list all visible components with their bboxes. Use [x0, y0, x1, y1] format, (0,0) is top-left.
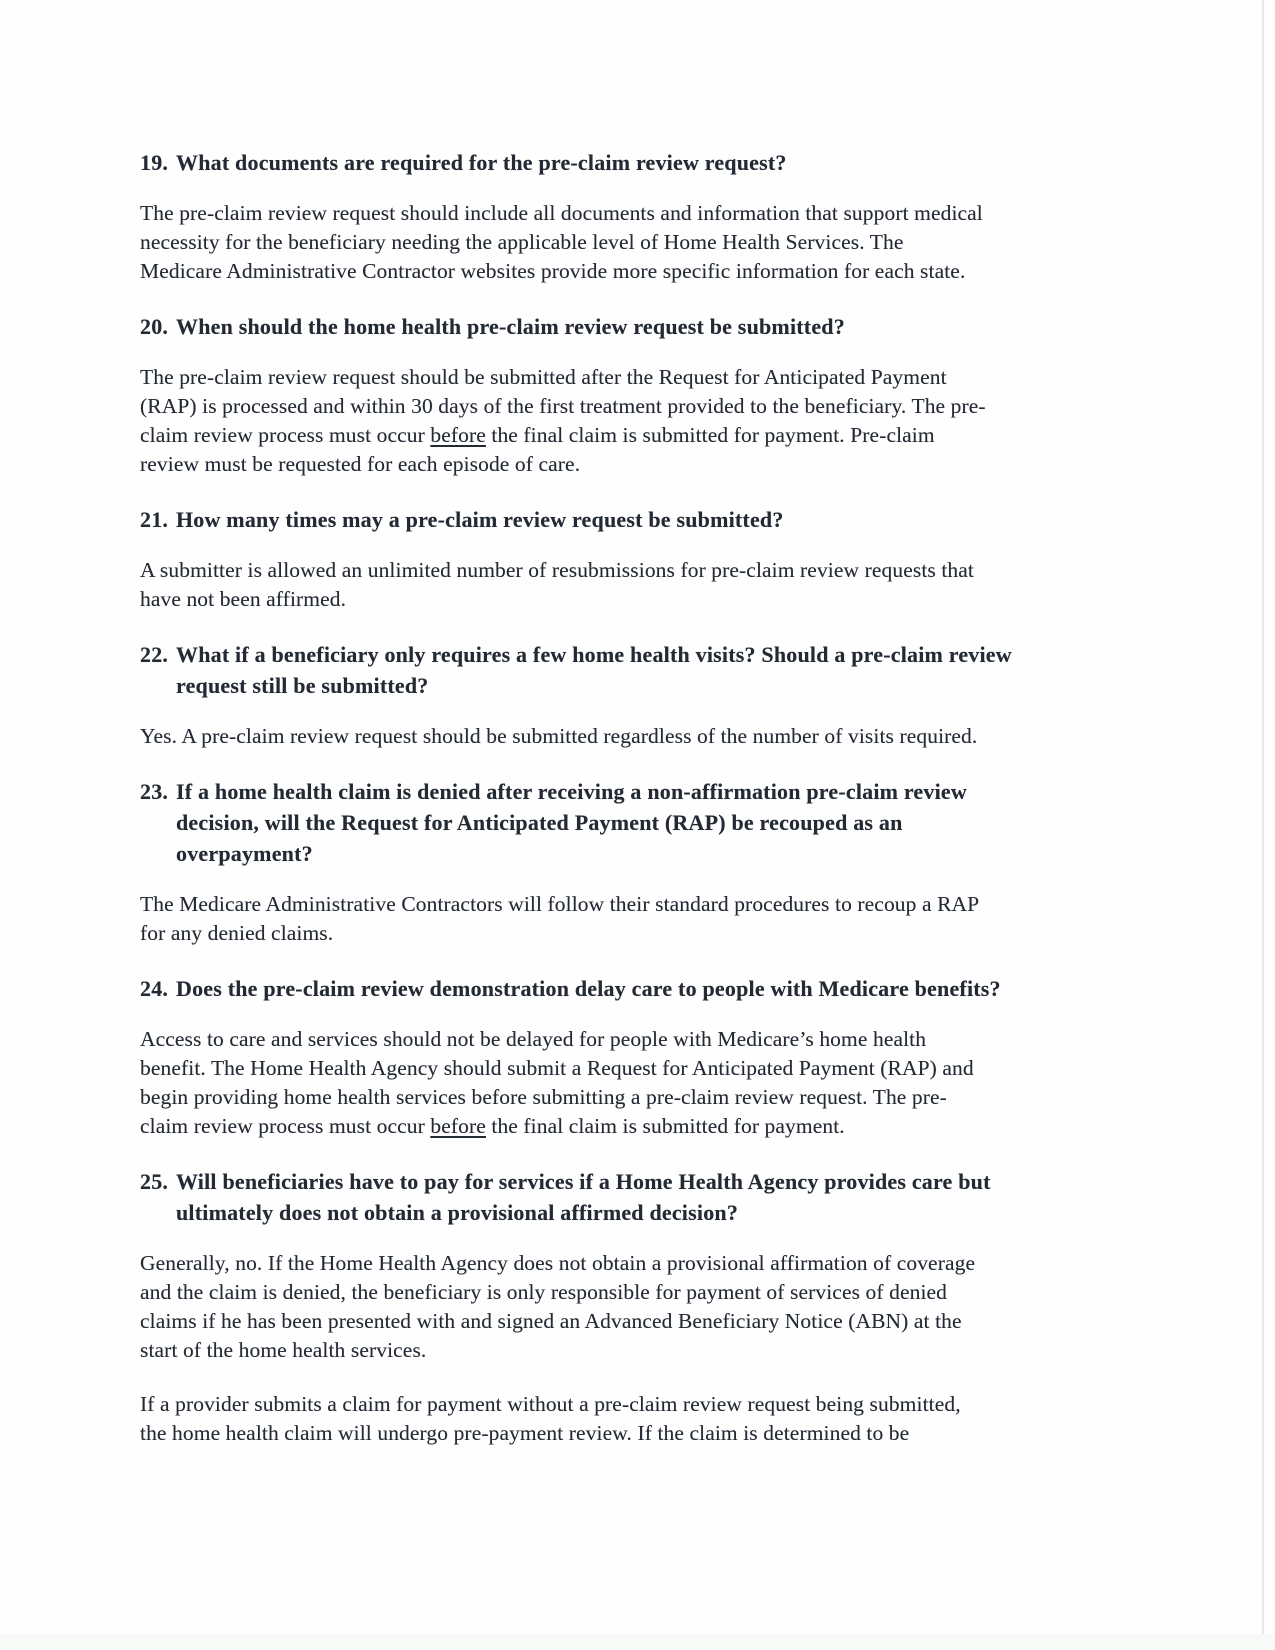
text-segment: What if a beneficiary only requires a few home health visits? Should a pre-claim review — [176, 642, 1012, 667]
text-line — [176, 147, 787, 178]
question-text — [176, 504, 784, 535]
question-number: 22. — [140, 642, 169, 667]
text-line — [140, 450, 1140, 479]
faq-list — [140, 147, 1140, 1473]
text-line — [176, 639, 1012, 670]
question-number: 20. — [140, 314, 169, 339]
text-segment: Yes. A pre-claim review request should be submitted regardless of the number of visits required. — [140, 724, 978, 748]
text-line — [176, 838, 967, 869]
answer-paragraph — [140, 199, 1140, 286]
question-text — [176, 1166, 991, 1228]
answer-paragraph — [140, 722, 1140, 751]
question-number: 23. — [140, 779, 169, 804]
question-number: 25. — [140, 1169, 169, 1194]
text-segment: (RAP) is processed and within 30 days of the first treatment provided to the beneficiary. The pre- — [140, 394, 986, 418]
question-heading — [140, 311, 1140, 342]
page-edge-shadow — [1262, 0, 1264, 1650]
question-heading — [140, 504, 1140, 535]
text-segment: The pre-claim review request should be submitted after the Request for Anticipated Payment — [140, 365, 947, 389]
text-line — [140, 1025, 1140, 1054]
text-segment: decision, will the Request for Anticipated Payment (RAP) be recouped as an — [176, 810, 903, 835]
text-segment: The Medicare Administrative Contractors will follow their standard procedures to recoup a RAP — [140, 892, 980, 916]
text-line — [140, 1390, 1140, 1419]
text-line — [140, 1307, 1140, 1336]
text-segment: claim review process must occur — [140, 1114, 431, 1138]
text-segment: claims if he has been presented with and signed an Advanced Beneficiary Notice (ABN) at the — [140, 1309, 962, 1333]
question-text — [176, 973, 1001, 1004]
text-line — [140, 890, 1140, 919]
faq-item — [140, 311, 1140, 479]
answer-paragraph — [140, 363, 1140, 479]
question-text — [176, 311, 845, 342]
text-segment: overpayment? — [176, 841, 313, 866]
faq-item — [140, 1166, 1140, 1448]
text-segment: ultimately does not obtain a provisional affirmed decision? — [176, 1200, 739, 1225]
text-line — [140, 392, 1140, 421]
text-line — [176, 311, 845, 342]
text-line — [140, 199, 1140, 228]
text-line — [140, 1054, 1140, 1083]
text-segment: start of the home health services. — [140, 1338, 427, 1362]
question-heading — [140, 776, 1140, 869]
text-line — [140, 1278, 1140, 1307]
scan-artifact — [0, 1634, 1275, 1650]
answer-paragraph — [140, 1390, 1140, 1448]
text-segment: Generally, no. If the Home Health Agency does not obtain a provisional affirmation of coverage — [140, 1251, 976, 1275]
text-segment: request still be submitted? — [176, 673, 429, 698]
question-text — [176, 147, 787, 178]
faq-item — [140, 776, 1140, 948]
text-segment: When should the home health pre-claim review request be submitted? — [176, 314, 845, 339]
text-segment: Medicare Administrative Contractor websites provide more specific information for each state. — [140, 259, 966, 283]
text-segment: How many times may a pre-claim review request be submitted? — [176, 507, 784, 532]
answer-paragraph — [140, 890, 1140, 948]
text-segment: Will beneficiaries have to pay for services if a Home Health Agency provides care but — [176, 1169, 991, 1194]
text-line — [140, 1249, 1140, 1278]
faq-item — [140, 147, 1140, 286]
faq-item — [140, 639, 1140, 751]
text-segment: have not been affirmed. — [140, 587, 347, 611]
question-heading — [140, 1166, 1140, 1228]
text-segment: necessity for the beneficiary needing the applicable level of Home Health Services. The — [140, 230, 904, 254]
text-line — [140, 228, 1140, 257]
text-line — [176, 670, 1012, 701]
answer-paragraph — [140, 1025, 1140, 1141]
text-line — [140, 1336, 1140, 1365]
text-line — [140, 722, 1140, 751]
text-line — [176, 504, 784, 535]
text-segment: the final claim is submitted for payment. Pre-claim — [485, 423, 935, 447]
question-heading — [140, 973, 1140, 1004]
text-segment: the final claim is submitted for payment. — [485, 1114, 845, 1138]
question-number: 24. — [140, 976, 169, 1001]
faq-item — [140, 973, 1140, 1141]
text-line — [140, 257, 1140, 286]
text-line — [140, 556, 1140, 585]
faq-item — [140, 504, 1140, 614]
text-line — [140, 1112, 1140, 1141]
question-number: 21. — [140, 507, 169, 532]
text-segment: Does the pre-claim review demonstration delay care to people with Medicare benefits? — [176, 976, 1001, 1001]
text-line — [176, 1166, 991, 1197]
question-number: 19. — [140, 150, 169, 175]
text-segment: The pre-claim review request should include all documents and information that support medical — [140, 201, 983, 225]
text-line — [140, 585, 1140, 614]
question-text — [176, 639, 1012, 701]
text-line — [176, 776, 967, 807]
text-segment: begin providing home health services before submitting a pre-claim review request. The pre- — [140, 1085, 947, 1109]
text-line — [176, 1197, 991, 1228]
text-line — [140, 421, 1140, 450]
text-segment: If a home health claim is denied after receiving a non-affirmation pre-claim review — [176, 779, 967, 804]
text-segment: If a provider submits a claim for payment without a pre-claim review request being submitted, — [140, 1392, 961, 1416]
text-line — [140, 1083, 1140, 1112]
text-segment: review must be requested for each episode of care. — [140, 452, 581, 476]
text-line — [140, 919, 1140, 948]
text-segment: A submitter is allowed an unlimited number of resubmissions for pre-claim review requests that — [140, 558, 974, 582]
text-line — [140, 1419, 1140, 1448]
text-line — [140, 363, 1140, 392]
text-segment: benefit. The Home Health Agency should submit a Request for Anticipated Payment (RAP) and — [140, 1056, 974, 1080]
text-segment: for any denied claims. — [140, 921, 334, 945]
text-segment: and the claim is denied, the beneficiary is only responsible for payment of services of denied — [140, 1280, 948, 1304]
text-line — [176, 807, 967, 838]
question-text — [176, 776, 967, 869]
text-segment: claim review process must occur — [140, 423, 431, 447]
underlined-word: before — [430, 423, 486, 447]
text-segment: What documents are required for the pre-claim review request? — [176, 150, 787, 175]
text-segment: Access to care and services should not be delayed for people with Medicare’s home health — [140, 1027, 927, 1051]
answer-paragraph — [140, 1249, 1140, 1365]
question-heading — [140, 639, 1140, 701]
question-heading — [140, 147, 1140, 178]
underlined-word: before — [430, 1114, 486, 1138]
text-line — [176, 973, 1001, 1004]
answer-paragraph — [140, 556, 1140, 614]
text-segment: the home health claim will undergo pre-payment review. If the claim is determined to be — [140, 1421, 910, 1445]
